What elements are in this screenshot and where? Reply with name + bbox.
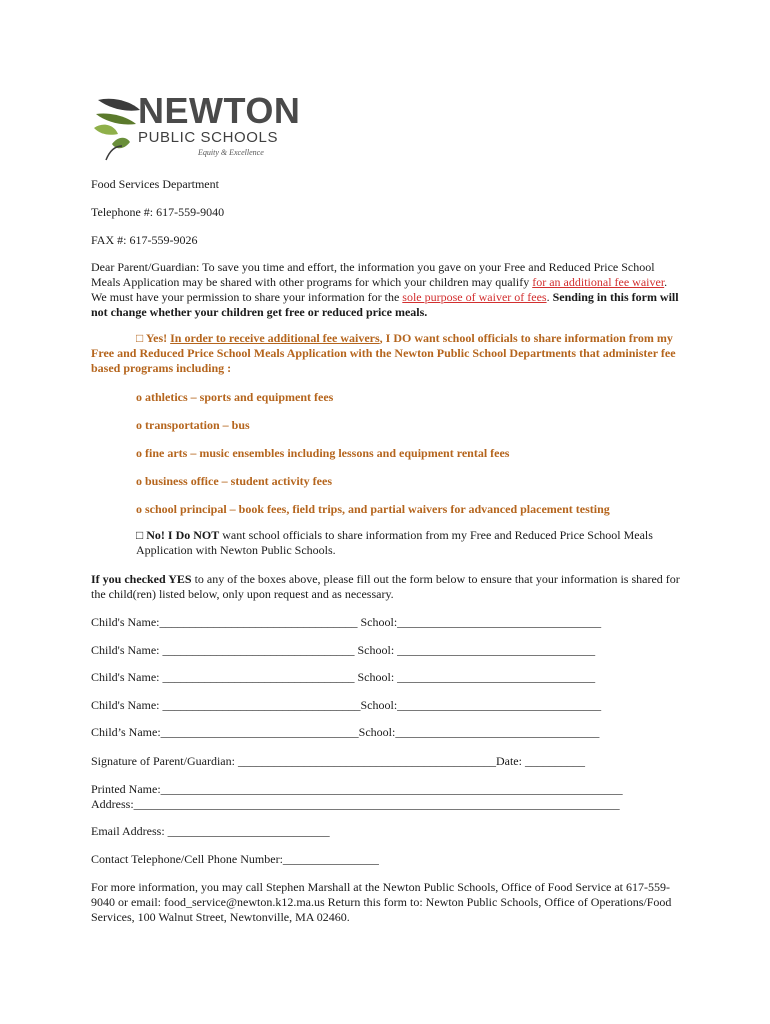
yes-underlined: In order to receive additional fee waivers <box>170 331 380 345</box>
address-field[interactable]: Address:_________________________________________________________________________________ <box>91 797 620 811</box>
instructions-rest: to any of the boxes above, please fill out the form below to ensure that your information is shared for the child(ren) listed below, only upon request and as necessary. <box>91 572 680 601</box>
leaf-icon <box>92 94 144 162</box>
newton-logo <box>92 90 301 162</box>
printed-name-field[interactable]: Printed Name:_____________________________________________________________________________ <box>91 782 623 796</box>
intro-text-2: . We must have your permission to share your information for the <box>91 275 668 304</box>
program-item: o school principal – book fees, field trips, and partial waivers for advanced placement testing <box>136 502 610 516</box>
yes-label: Yes! <box>145 331 168 345</box>
child-name-field[interactable]: Child’s Name:_________________________________School:__________________________________ <box>91 725 600 739</box>
instructions-bold: If you checked YES <box>91 572 192 586</box>
signature-field[interactable]: Signature of Parent/Guardian: ___________________________________________Date: __________ <box>91 754 585 768</box>
child-name-field[interactable]: Child's Name: _________________________________School:__________________________________ <box>91 698 602 712</box>
phone-field[interactable]: Contact Telephone/Cell Phone Number:________________ <box>91 852 379 866</box>
intro-text-3: . <box>546 290 553 304</box>
intro-bold-note: Sending in this form will not change whether your children get free or reduced price meals. <box>91 290 679 319</box>
yes-option <box>91 331 681 376</box>
email-field[interactable]: Email Address: ___________________________ <box>91 824 330 838</box>
program-item: o fine arts – music ensembles including lessons and equipment rental fees <box>136 446 510 460</box>
child-name-field[interactable]: Child's Name:_________________________________ School:__________________________________ <box>91 615 602 629</box>
child-name-field[interactable]: Child's Name: ________________________________ School: _________________________________ <box>91 643 596 657</box>
logo-tagline: Equity & Excellence <box>198 148 264 157</box>
department-name: Food Services Department <box>91 177 219 191</box>
program-item: o athletics – sports and equipment fees <box>136 390 334 404</box>
no-rest: want school officials to share information from my Free and Reduced Price School Meals Application with Newton Public Schools. <box>136 528 653 557</box>
footer-contact: For more information, you may call Stephen Marshall at the Newton Public Schools, Office of Food Service at 617-559-9040 or email: food_service@newton.k12.ma.us Return this form to: Newton Public Schools, Office of Operations/Food Services, 100 Walnut Street, Newtonville, MA 02460. <box>91 880 672 924</box>
yes-rest: , I DO want school officials to share information from my Free and Reduced Price School Meals Application with the Newton Public School Departments that administer fee based programs including : <box>91 331 676 375</box>
intro-paragraph <box>91 260 681 320</box>
fee-waiver-link[interactable]: for an additional fee waiver <box>532 275 665 289</box>
instructions <box>91 572 681 602</box>
program-item: o business office – student activity fees <box>136 474 332 488</box>
child-name-field[interactable]: Child's Name: ________________________________ School: _________________________________ <box>91 670 596 684</box>
no-label: No! I Do NOT <box>146 528 220 542</box>
logo-title: NEWTON <box>138 90 301 131</box>
yes-checkbox[interactable]: □ <box>136 331 144 345</box>
intro-text-1: Dear Parent/Guardian: To save you time and effort, the information you gave on your Free and Reduced Price School Meals Application may be shared with other programs for which your children may qualify <box>91 260 655 289</box>
no-option <box>136 528 681 558</box>
no-checkbox[interactable]: □ <box>136 528 144 542</box>
logo-subtitle: PUBLIC SCHOOLS <box>138 129 279 146</box>
telephone: Telephone #: 617-559-9040 <box>91 205 225 219</box>
program-item: o transportation – bus <box>136 418 250 432</box>
fax: FAX #: 617-559-9026 <box>91 233 198 247</box>
sole-purpose-link[interactable]: sole purpose of waiver of fees <box>402 290 547 304</box>
